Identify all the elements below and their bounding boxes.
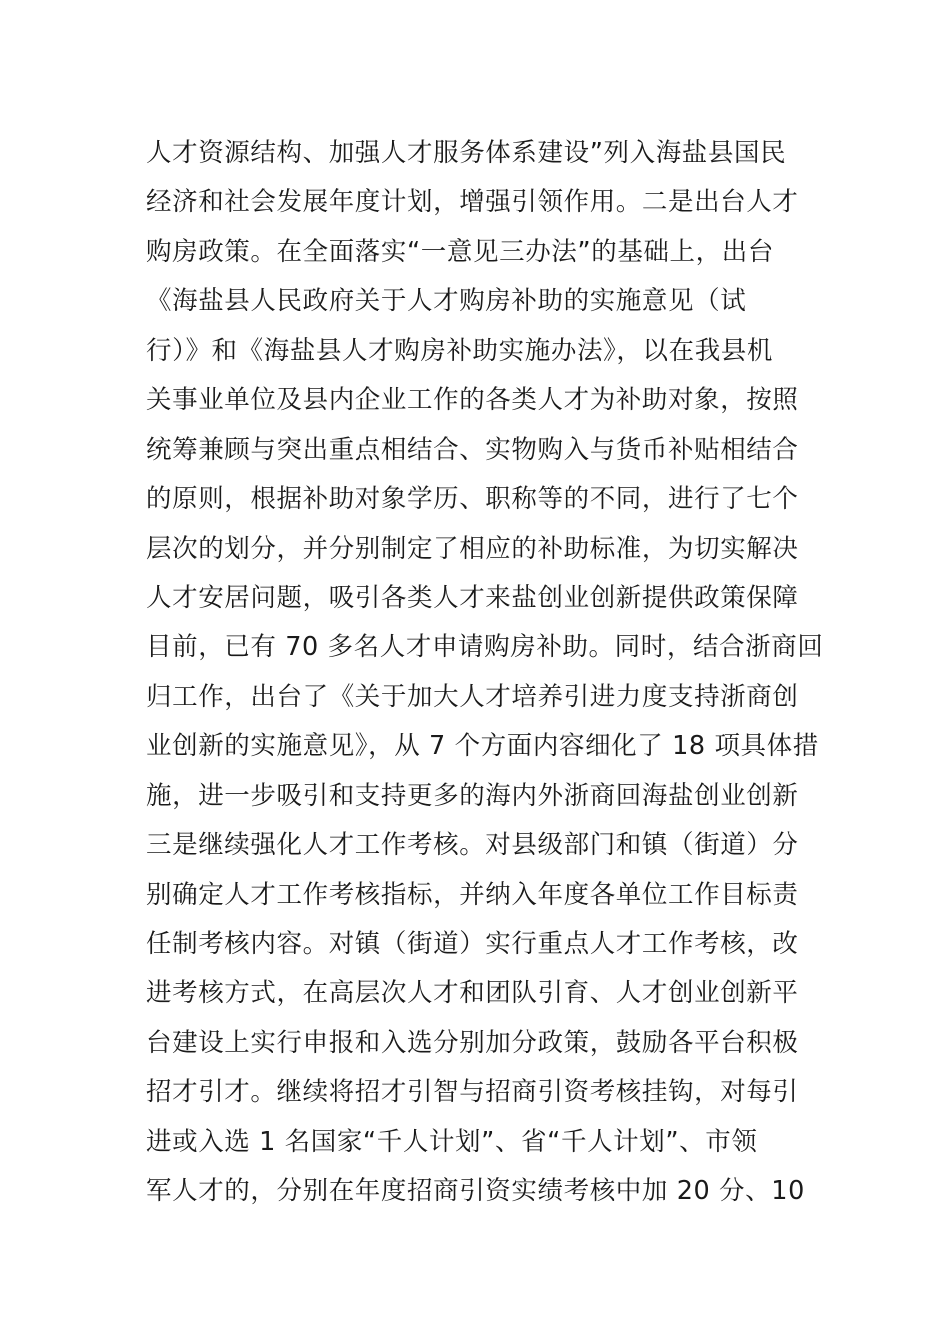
text-line: 《海盐县人民政府关于人才购房补助的实施意见（试 <box>146 286 747 317</box>
text-line: 台建设上实行申报和入选分别加分政策，鼓励各平台积极 <box>146 1027 799 1058</box>
text-line: 的原则，根据补助对象学历、职称等的不同，进行了七个 <box>146 484 799 515</box>
text-line: 任制考核内容。对镇（街道）实行重点人才工作考核，改 <box>146 929 799 959</box>
text-line: 进或入选 1 名国家“千人计划”、省“千人计划”、市领 <box>146 1126 758 1157</box>
text-line: 归工作，出台了《关于加大人才培养引进力度支持浙商创 <box>146 681 799 712</box>
text-line: 经济和社会发展年度计划，增强引领作用。二是出台人才 <box>146 187 799 218</box>
text-line: 行）》和《海盐县人才购房补助实施办法》，以在我县机 <box>146 335 774 366</box>
text-line: 统筹兼顾与突出重点相结合、实物购入与货币补贴相结合 <box>146 434 799 465</box>
body-text <box>146 133 826 1221</box>
text-line: 人才安居问题，吸引各类人才来盐创业创新提供政策保障 <box>146 582 799 613</box>
text-line: 别确定人才工作考核指标，并纳入年度各单位工作目标责 <box>146 879 799 910</box>
text-line: 施，进一步吸引和支持更多的海内外浙商回海盐创业创新 <box>146 780 799 811</box>
text-line: 目前，已有 70 多名人才申请购房补助。同时，结合浙商回 <box>146 632 824 663</box>
text-line: 业创新的实施意见》，从 7 个方面内容细化了 18 项具体措 <box>146 731 819 762</box>
text-line: 进考核方式，在高层次人才和团队引育、人才创业创新平 <box>146 978 799 1009</box>
text-line: 关事业单位及县内企业工作的各类人才为补助对象，按照 <box>146 385 799 416</box>
text-line: 购房政策。在全面落实“一意见三办法”的基础上，出台 <box>146 236 774 267</box>
text-line: 三是继续强化人才工作考核。对县级部门和镇（街道）分 <box>146 830 799 861</box>
text-line: 军人才的，分别在年度招商引资实绩考核中加 20 分、10 <box>146 1176 805 1207</box>
text-line: 层次的划分，并分别制定了相应的补助标准，为切实解决 <box>146 533 799 564</box>
text-line: 招才引才。继续将招才引智与招商引资考核挂钩，对每引 <box>146 1077 799 1108</box>
text-line: 人才资源结构、加强人才服务体系建设”列入海盐县国民 <box>146 138 787 168</box>
